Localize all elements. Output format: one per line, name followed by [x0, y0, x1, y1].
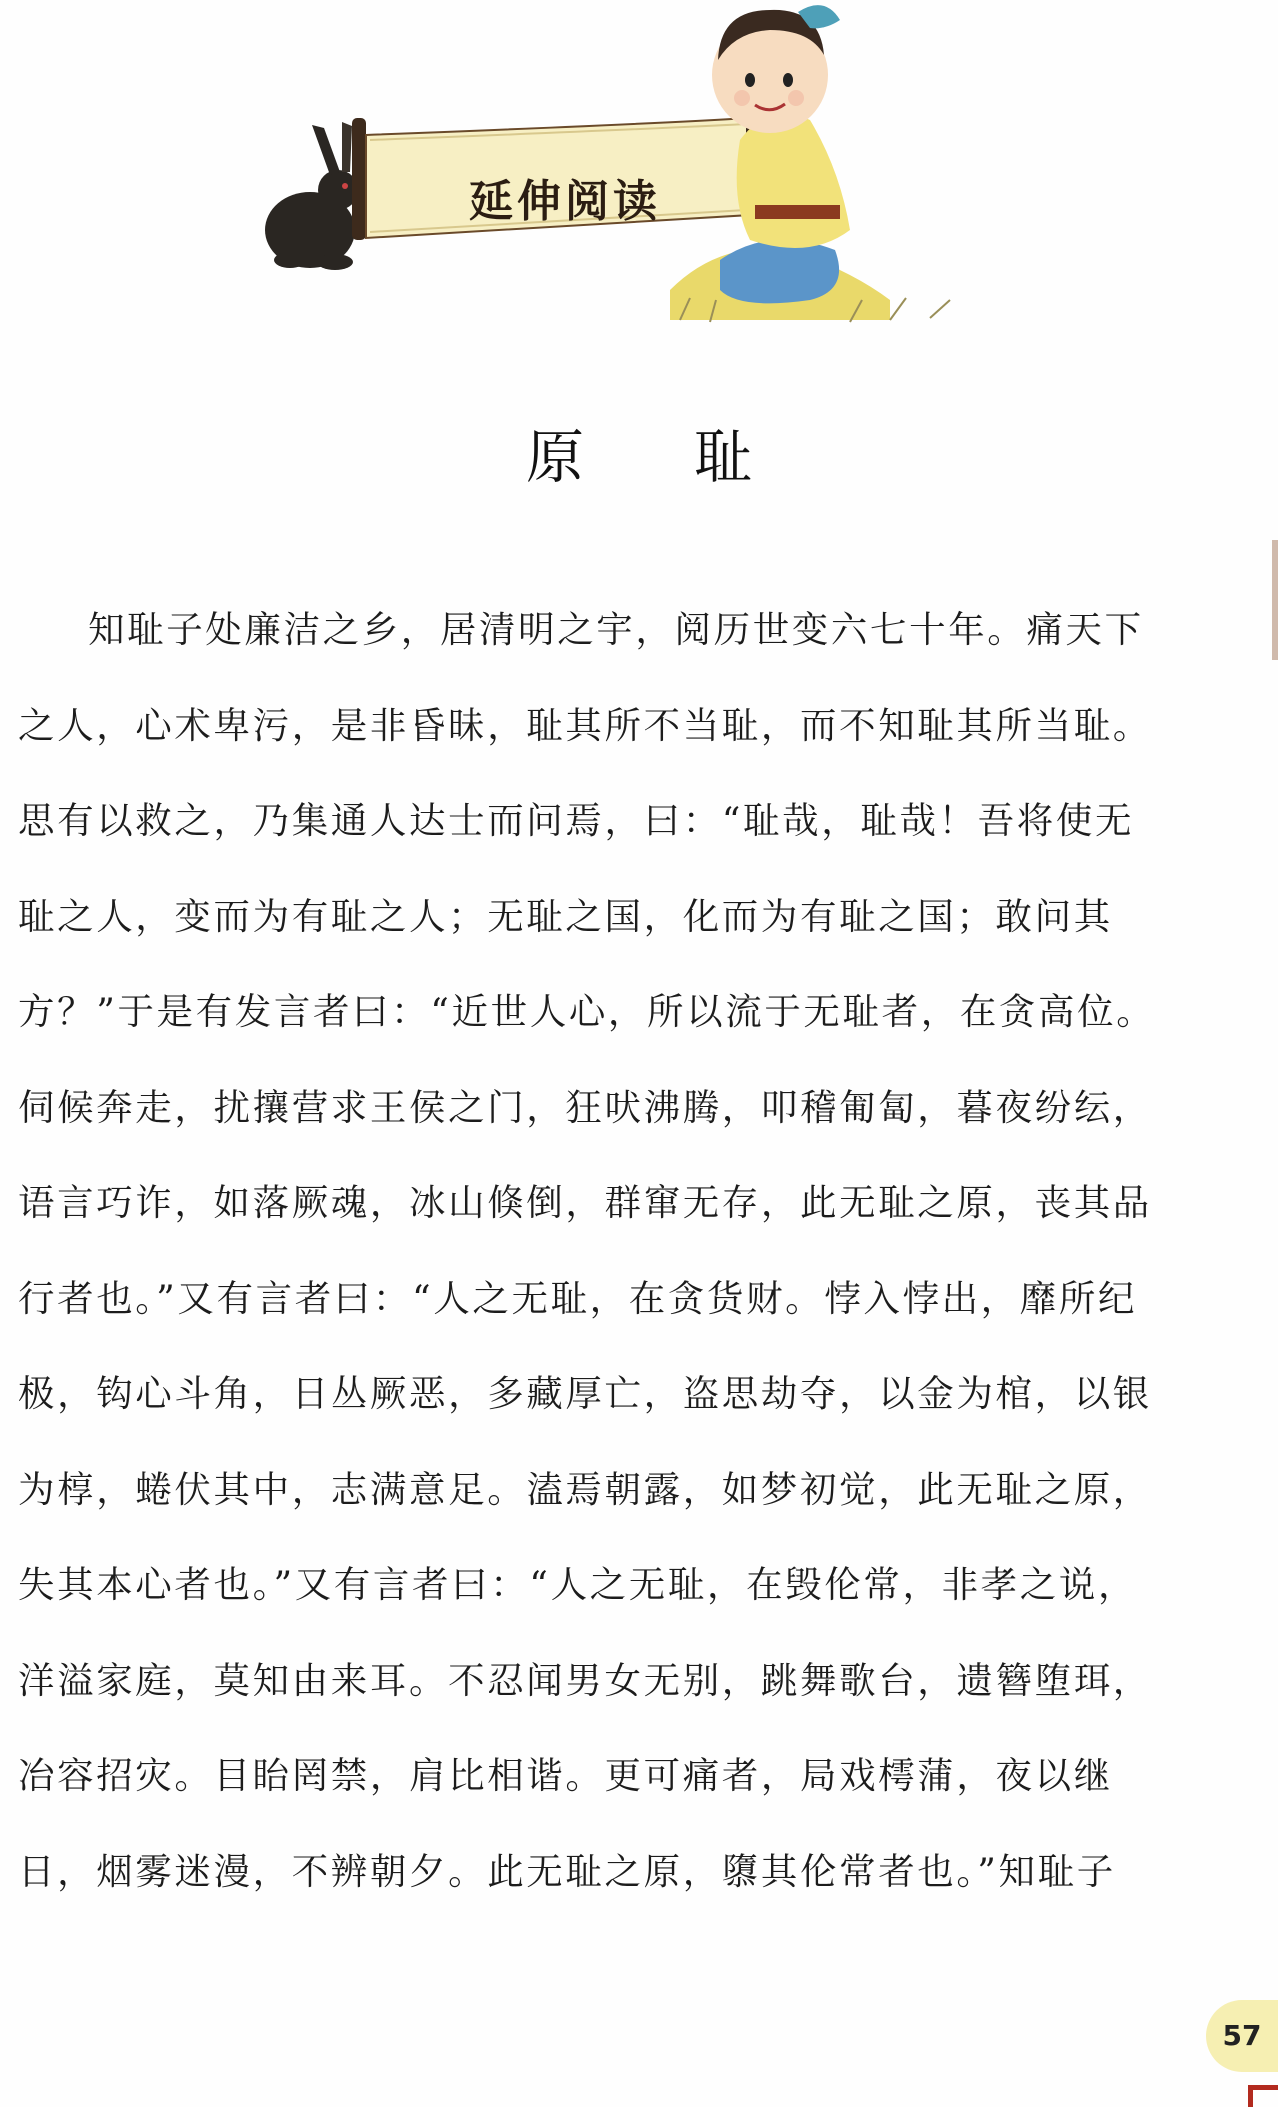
body-line: 语言巧诈，如落厥魂，冰山倏倒，群窜无存，此无耻之原，丧其品 [18, 1181, 1152, 1224]
page-edge-shadow [1272, 540, 1278, 660]
body-line: 方？”于是有发言者曰：“近世人心，所以流于无耻者，在贪高位。 [18, 990, 1156, 1033]
article-body [18, 600, 1218, 1937]
rabbit-icon [265, 122, 358, 270]
body-line: 思有以救之，乃集通人达士而问焉，曰：“耻哉，耻哉！吾将使无 [18, 799, 1135, 842]
body-line: 知耻子处廉洁之乡，居清明之宇，阅历世变六七十年。痛天下 [88, 608, 1144, 651]
body-line: 耻之人，变而为有耻之人；无耻之国，化而为有耻之国；敢问其 [18, 894, 1113, 938]
page-corner-decoration [1248, 2085, 1278, 2107]
body-line: 洋溢家庭，莫知由来耳。不忍闻男女无别，跳舞歌台，遗簪堕珥， [18, 1658, 1152, 1702]
body-line: 日，烟雾迷漫，不辨朝夕。此无耻之原，隳其伦常者也。”知耻子 [18, 1849, 1116, 1893]
body-line: 失其本心者也。”又有言者曰：“人之无耻，在毁伦常，非孝之说， [18, 1563, 1138, 1606]
body-line: 为椁，蜷伏其中，志满意足。溘焉朝露，如梦初觉，此无耻之原， [18, 1467, 1152, 1511]
extended-reading-label: 延伸阅读 [469, 176, 661, 227]
article-title: 原耻 [525, 423, 862, 491]
body-line: 冶容招灾。目眙罔禁，肩比相谐。更可痛者，局戏樗蒲，夜以继 [18, 1754, 1113, 1797]
page-number-badge: 57 [1206, 2000, 1278, 2072]
body-line: 极，钩心斗角，日丛厥恶，多藏厚亡，盗思劫夺，以金为棺，以银 [18, 1372, 1152, 1415]
body-line: 行者也。”又有言者曰：“人之无耻，在贪货财。悖入悖出，靡所纪 [18, 1276, 1138, 1320]
body-line: 之人，心术卑污，是非昏昧，耻其所不当耻，而不知耻其所当耻。 [18, 703, 1152, 747]
body-line: 伺候奔走，扰攘营求王侯之门，狂吠沸腾，叩稽匍匐，暮夜纷纭， [18, 1085, 1152, 1129]
